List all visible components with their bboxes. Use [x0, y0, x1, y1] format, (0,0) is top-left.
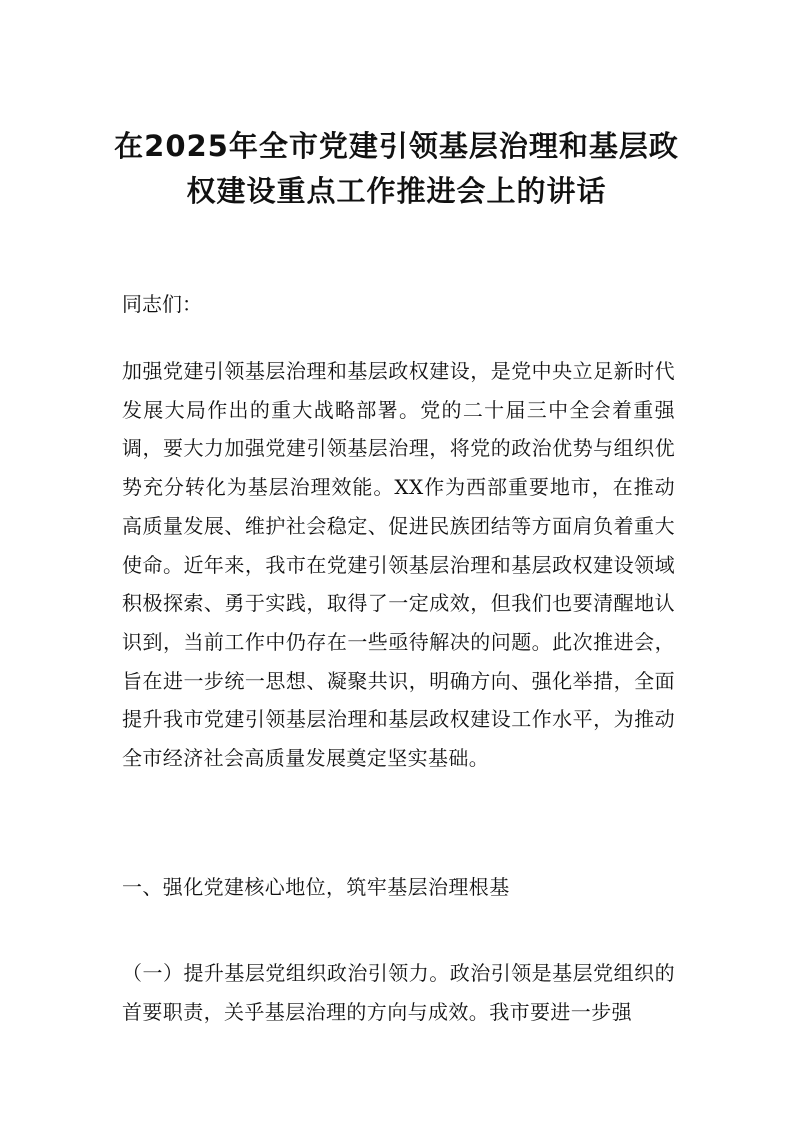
document-title-line-2: 权建设重点工作推进会上的讲话	[186, 174, 607, 208]
section-heading-1: 一、强化党建核心地位，筑牢基层治理根基	[122, 875, 510, 899]
greeting: 同志们：	[122, 292, 202, 316]
paragraph-section-1-1: （一）提升基层党组织政治引领力。政治引领是基层党组织的首要职责，关乎基层治理的方向与成效。我市要进一步强	[122, 961, 675, 1024]
document-title-line-1: 在2025年全市党建引领基层治理和基层政	[114, 129, 679, 163]
paragraph-intro: 加强党建引领基层治理和基层政权建设，是党中央立足新时代发展大局作出的重大战略部署。党的二十届三中全会着重强调，要大力加强党建引领基层治理，将党的政治优势与组织优势充分转化为基层治理效能。XX作为西部重要地市，在推动高质量发展、维护社会稳定、促进民族团结等方面肩负着重大使命。近年来，我市在党建引领基层治理和基层政权建设领域积极探索、勇于实践，取得了一定成效，但我们也要清醒地认识到，当前工作中仍存在一些亟待解决的问题。此次推进会，旨在进一步统一思想、凝聚共识，明确方向、强化举措，全面提升我市党建引领基层治理和基层政权建设工作水平，为推动全市经济社会高质量发展奠定坚实基础。	[122, 359, 675, 771]
